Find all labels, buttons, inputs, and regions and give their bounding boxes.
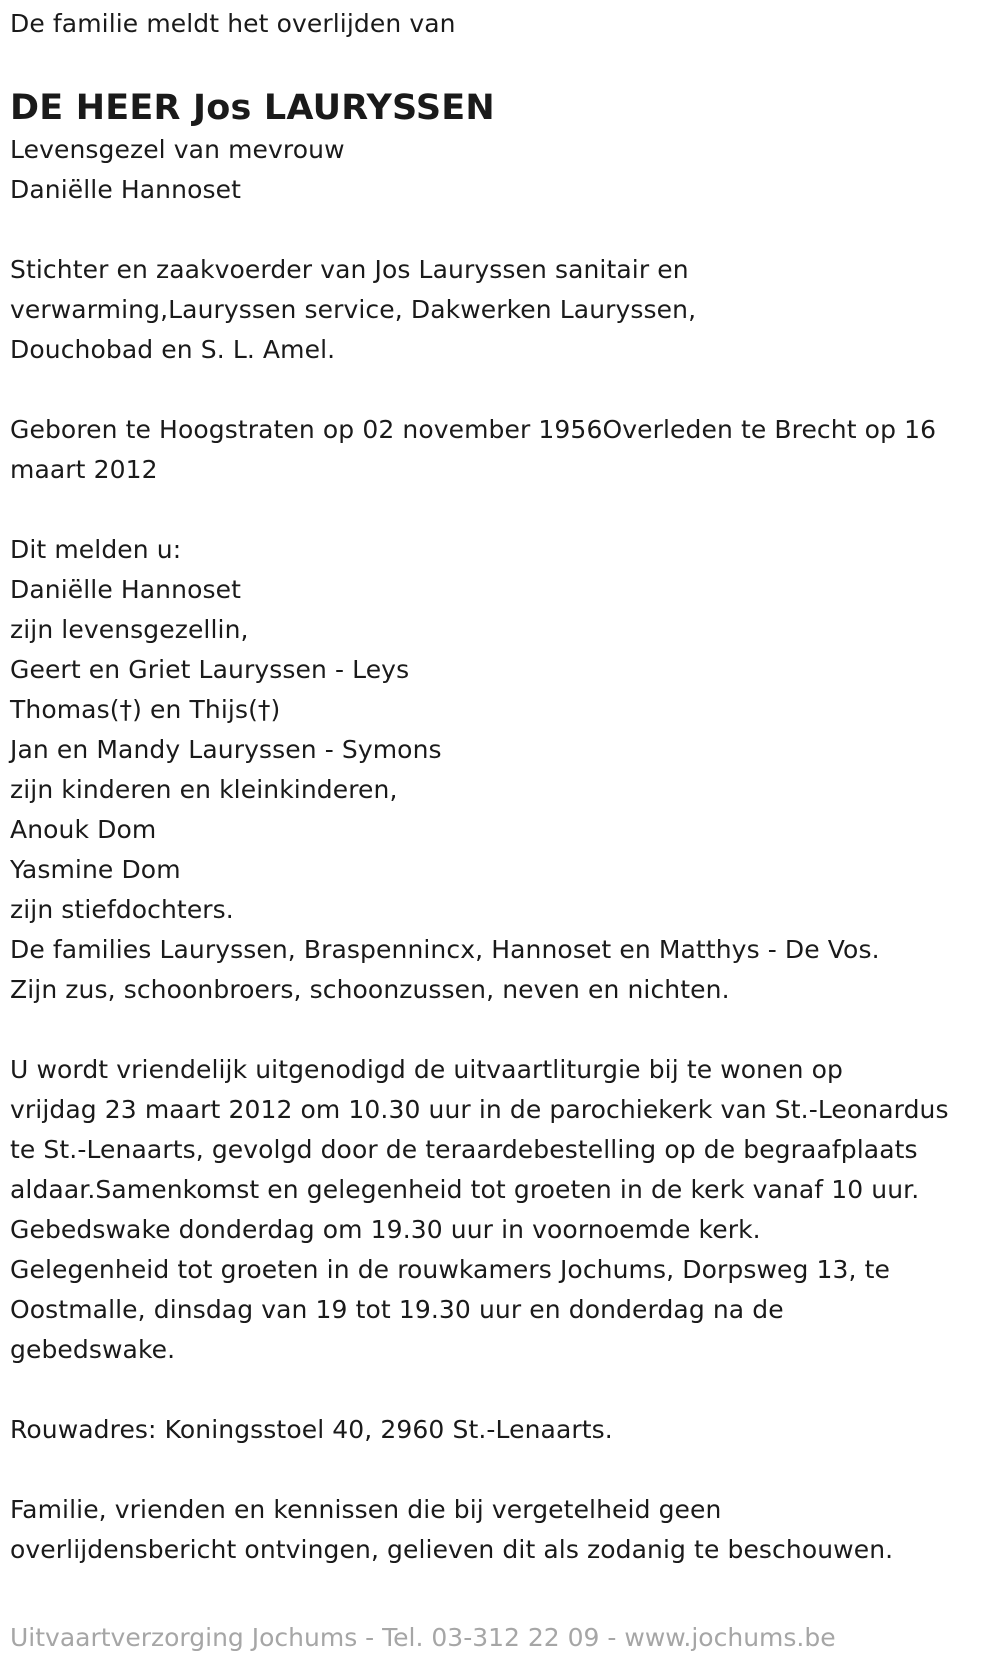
closing-block xyxy=(10,1490,995,1570)
partner-name: Daniëlle Hannoset xyxy=(10,175,241,204)
announcers-block xyxy=(10,530,995,1010)
career-line: verwarming,Lauryssen service, Dakwerken Lauryssen, xyxy=(10,295,697,324)
intro-text: De familie meldt het overlijden van xyxy=(10,9,456,38)
closing-line: overlijdensbericht ontvingen, gelieven dit als zodanig te beschouwen. xyxy=(10,1535,894,1564)
announcer-line: Zijn zus, schoonbroers, schoonzussen, neven en nichten. xyxy=(10,975,730,1004)
announcer-line: De families Lauryssen, Braspennincx, Hannoset en Matthys - De Vos. xyxy=(10,935,880,964)
funeral-block xyxy=(10,1050,995,1370)
announcer-line: zijn kinderen en kleinkinderen, xyxy=(10,775,398,804)
funeral-home-footer: Uitvaartverzorging Jochums - Tel. 03-312 22 09 - www.jochums.be xyxy=(10,1623,836,1652)
funeral-line: Oostmalle, dinsdag van 19 tot 19.30 uur en donderdag na de xyxy=(10,1295,784,1324)
birth-death-line: Geboren te Hoogstraten op 02 november 1956Overleden te Brecht op 16 xyxy=(10,415,937,444)
announcer-line: Daniëlle Hannoset xyxy=(10,575,241,604)
funeral-line: te St.-Lenaarts, gevolgd door de teraardebestelling op de begraafplaats xyxy=(10,1135,918,1164)
funeral-line: U wordt vriendelijk uitgenodigd de uitvaartliturgie bij te wonen op xyxy=(10,1055,843,1084)
closing-line: Familie, vrienden en kennissen die bij vergetelheid geen xyxy=(10,1495,722,1524)
funeral-line: aldaar.Samenkomst en gelegenheid tot groeten in de kerk vanaf 10 uur. xyxy=(10,1175,920,1204)
funeral-line: Gelegenheid tot groeten in de rouwkamers Jochums, Dorpsweg 13, te xyxy=(10,1255,890,1284)
mourning-address: Rouwadres: Koningsstoel 40, 2960 St.-Lenaarts. xyxy=(10,1415,613,1444)
announcer-line: zijn levensgezellin, xyxy=(10,615,249,644)
deceased-name: DE HEER Jos LAURYSSEN xyxy=(10,88,495,128)
announcer-line: Jan en Mandy Lauryssen - Symons xyxy=(10,735,442,764)
announcer-line: Yasmine Dom xyxy=(10,855,181,884)
career-line: Stichter en zaakvoerder van Jos Lauryssen sanitair en xyxy=(10,255,689,284)
funeral-line: gebedswake. xyxy=(10,1335,176,1364)
funeral-line: Gebedswake donderdag om 19.30 uur in voornoemde kerk. xyxy=(10,1215,761,1244)
partner-line: Levensgezel van mevrouw xyxy=(10,135,345,164)
birth-death-line: maart 2012 xyxy=(10,455,158,484)
birth-death-block xyxy=(10,410,995,490)
announcer-line: Thomas(†) en Thijs(†) xyxy=(10,695,281,724)
funeral-line: vrijdag 23 maart 2012 om 10.30 uur in de parochiekerk van St.-Leonardus xyxy=(10,1095,949,1124)
career-line: Douchobad en S. L. Amel. xyxy=(10,335,336,364)
announcer-line: Anouk Dom xyxy=(10,815,157,844)
obituary-content xyxy=(10,4,995,1570)
announcer-line: zijn stiefdochters. xyxy=(10,895,234,924)
partner-block xyxy=(10,130,995,210)
announcer-line: Geert en Griet Lauryssen - Leys xyxy=(10,655,410,684)
career-block xyxy=(10,250,995,370)
announcer-line: Dit melden u: xyxy=(10,535,182,564)
